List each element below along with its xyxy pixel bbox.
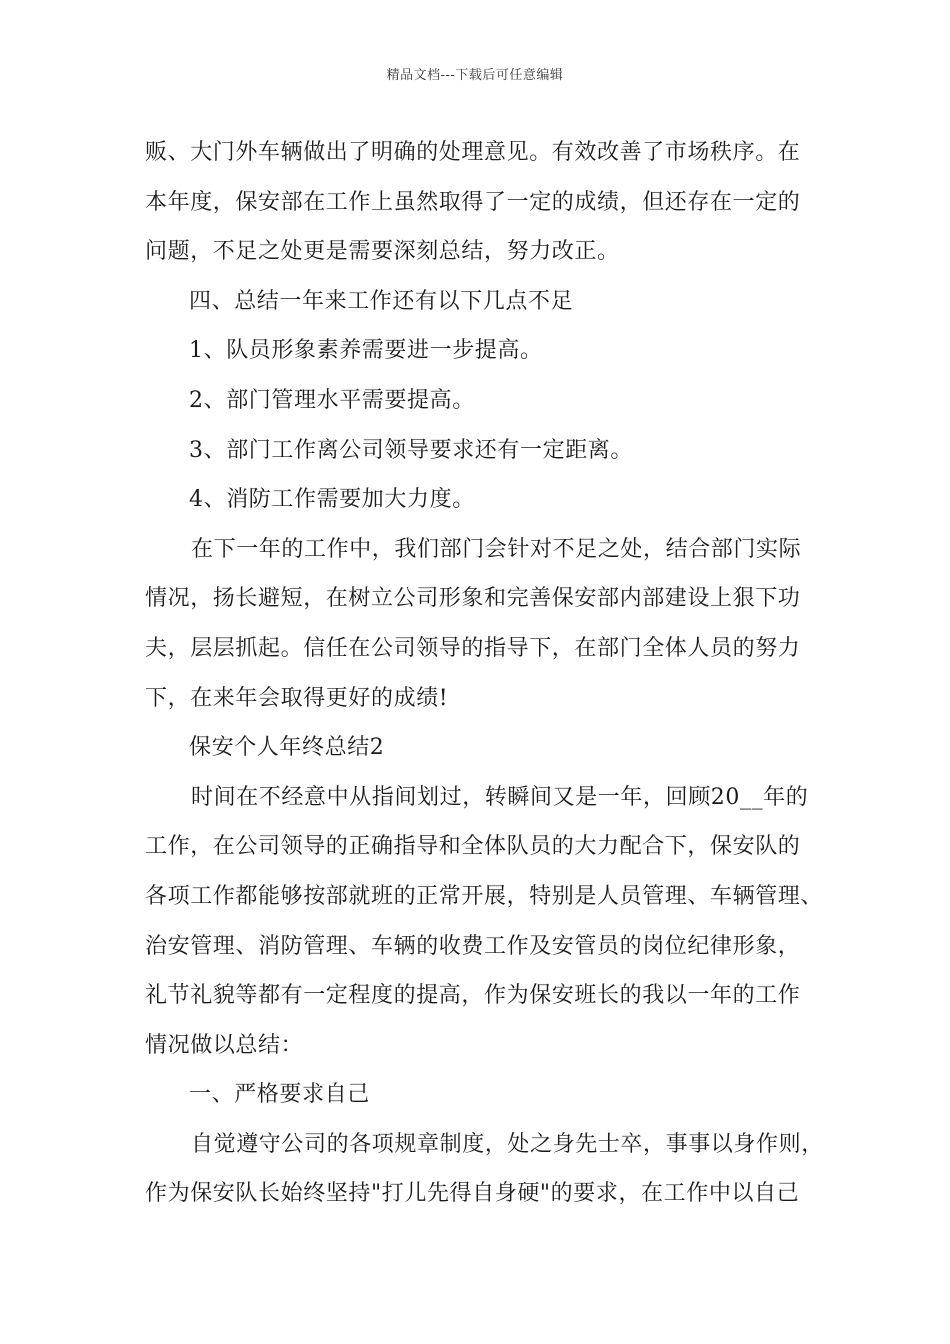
text-line: 贩、大门外车辆做出了明确的处理意见。有效改善了市场秩序。在 bbox=[145, 140, 801, 165]
document-body bbox=[145, 128, 825, 1219]
article-title: 保安个人年终总结2 bbox=[189, 735, 385, 761]
text-line: 本年度，保安部在工作上虽然取得了一定的成绩，但还存在一定的 bbox=[145, 189, 801, 215]
text-line: 情况做以总结： bbox=[145, 1032, 304, 1058]
list-item: 3、部门工作离公司领导要求还有一定距离。 bbox=[189, 437, 633, 463]
paragraph-start: 时间在不经意中从指间划过，转瞬间又是一年，回顾20__年的 bbox=[191, 784, 809, 810]
list-item: 4、消防工作需要加大力度。 bbox=[189, 487, 475, 513]
text-line: 工作，在公司领导的正确指导和全体队员的大力配合下，保安队的 bbox=[145, 834, 801, 860]
text-line: 礼节礼貌等都有一定程度的提高，作为保安班长的我以一年的工作 bbox=[145, 983, 801, 1009]
text-line: 问题，不足之处更是需要深刻总结，努力改正。 bbox=[145, 239, 620, 265]
page-header: 精品文档---下载后可任意编辑 bbox=[386, 68, 564, 83]
text-line: 治安管理、消防管理、车辆的收费工作及安管员的岗位纪律形象， bbox=[145, 933, 801, 959]
list-item: 1、队员形象素养需要进一步提高。 bbox=[189, 338, 543, 364]
text-line: 各项工作都能够按部就班的正常开展，特别是人员管理、车辆管理、 bbox=[145, 883, 824, 909]
text-line: 夫，层层抓起。信任在公司领导的指导下，在部门全体人员的努力 bbox=[145, 635, 801, 661]
text-line: 下，在来年会取得更好的成绩! bbox=[145, 685, 449, 711]
section-heading: 四、总结一年来工作还有以下几点不足 bbox=[189, 288, 574, 314]
text-line: 作为保安队长始终坚持"打儿先得自身硬"的要求，在工作中以自己 bbox=[145, 1181, 800, 1207]
paragraph-start: 在下一年的工作中，我们部门会针对不足之处，结合部门实际 bbox=[191, 536, 802, 562]
list-item: 2、部门管理水平需要提高。 bbox=[189, 387, 475, 413]
paragraph-start: 自觉遵守公司的各项规章制度，处之身先士卒，事事以身作则， bbox=[191, 1131, 824, 1157]
text-line: 情况，扬长避短，在树立公司形象和完善保安部内部建设上狠下功 bbox=[145, 586, 801, 612]
section-heading: 一、严格要求自己 bbox=[189, 1082, 370, 1108]
